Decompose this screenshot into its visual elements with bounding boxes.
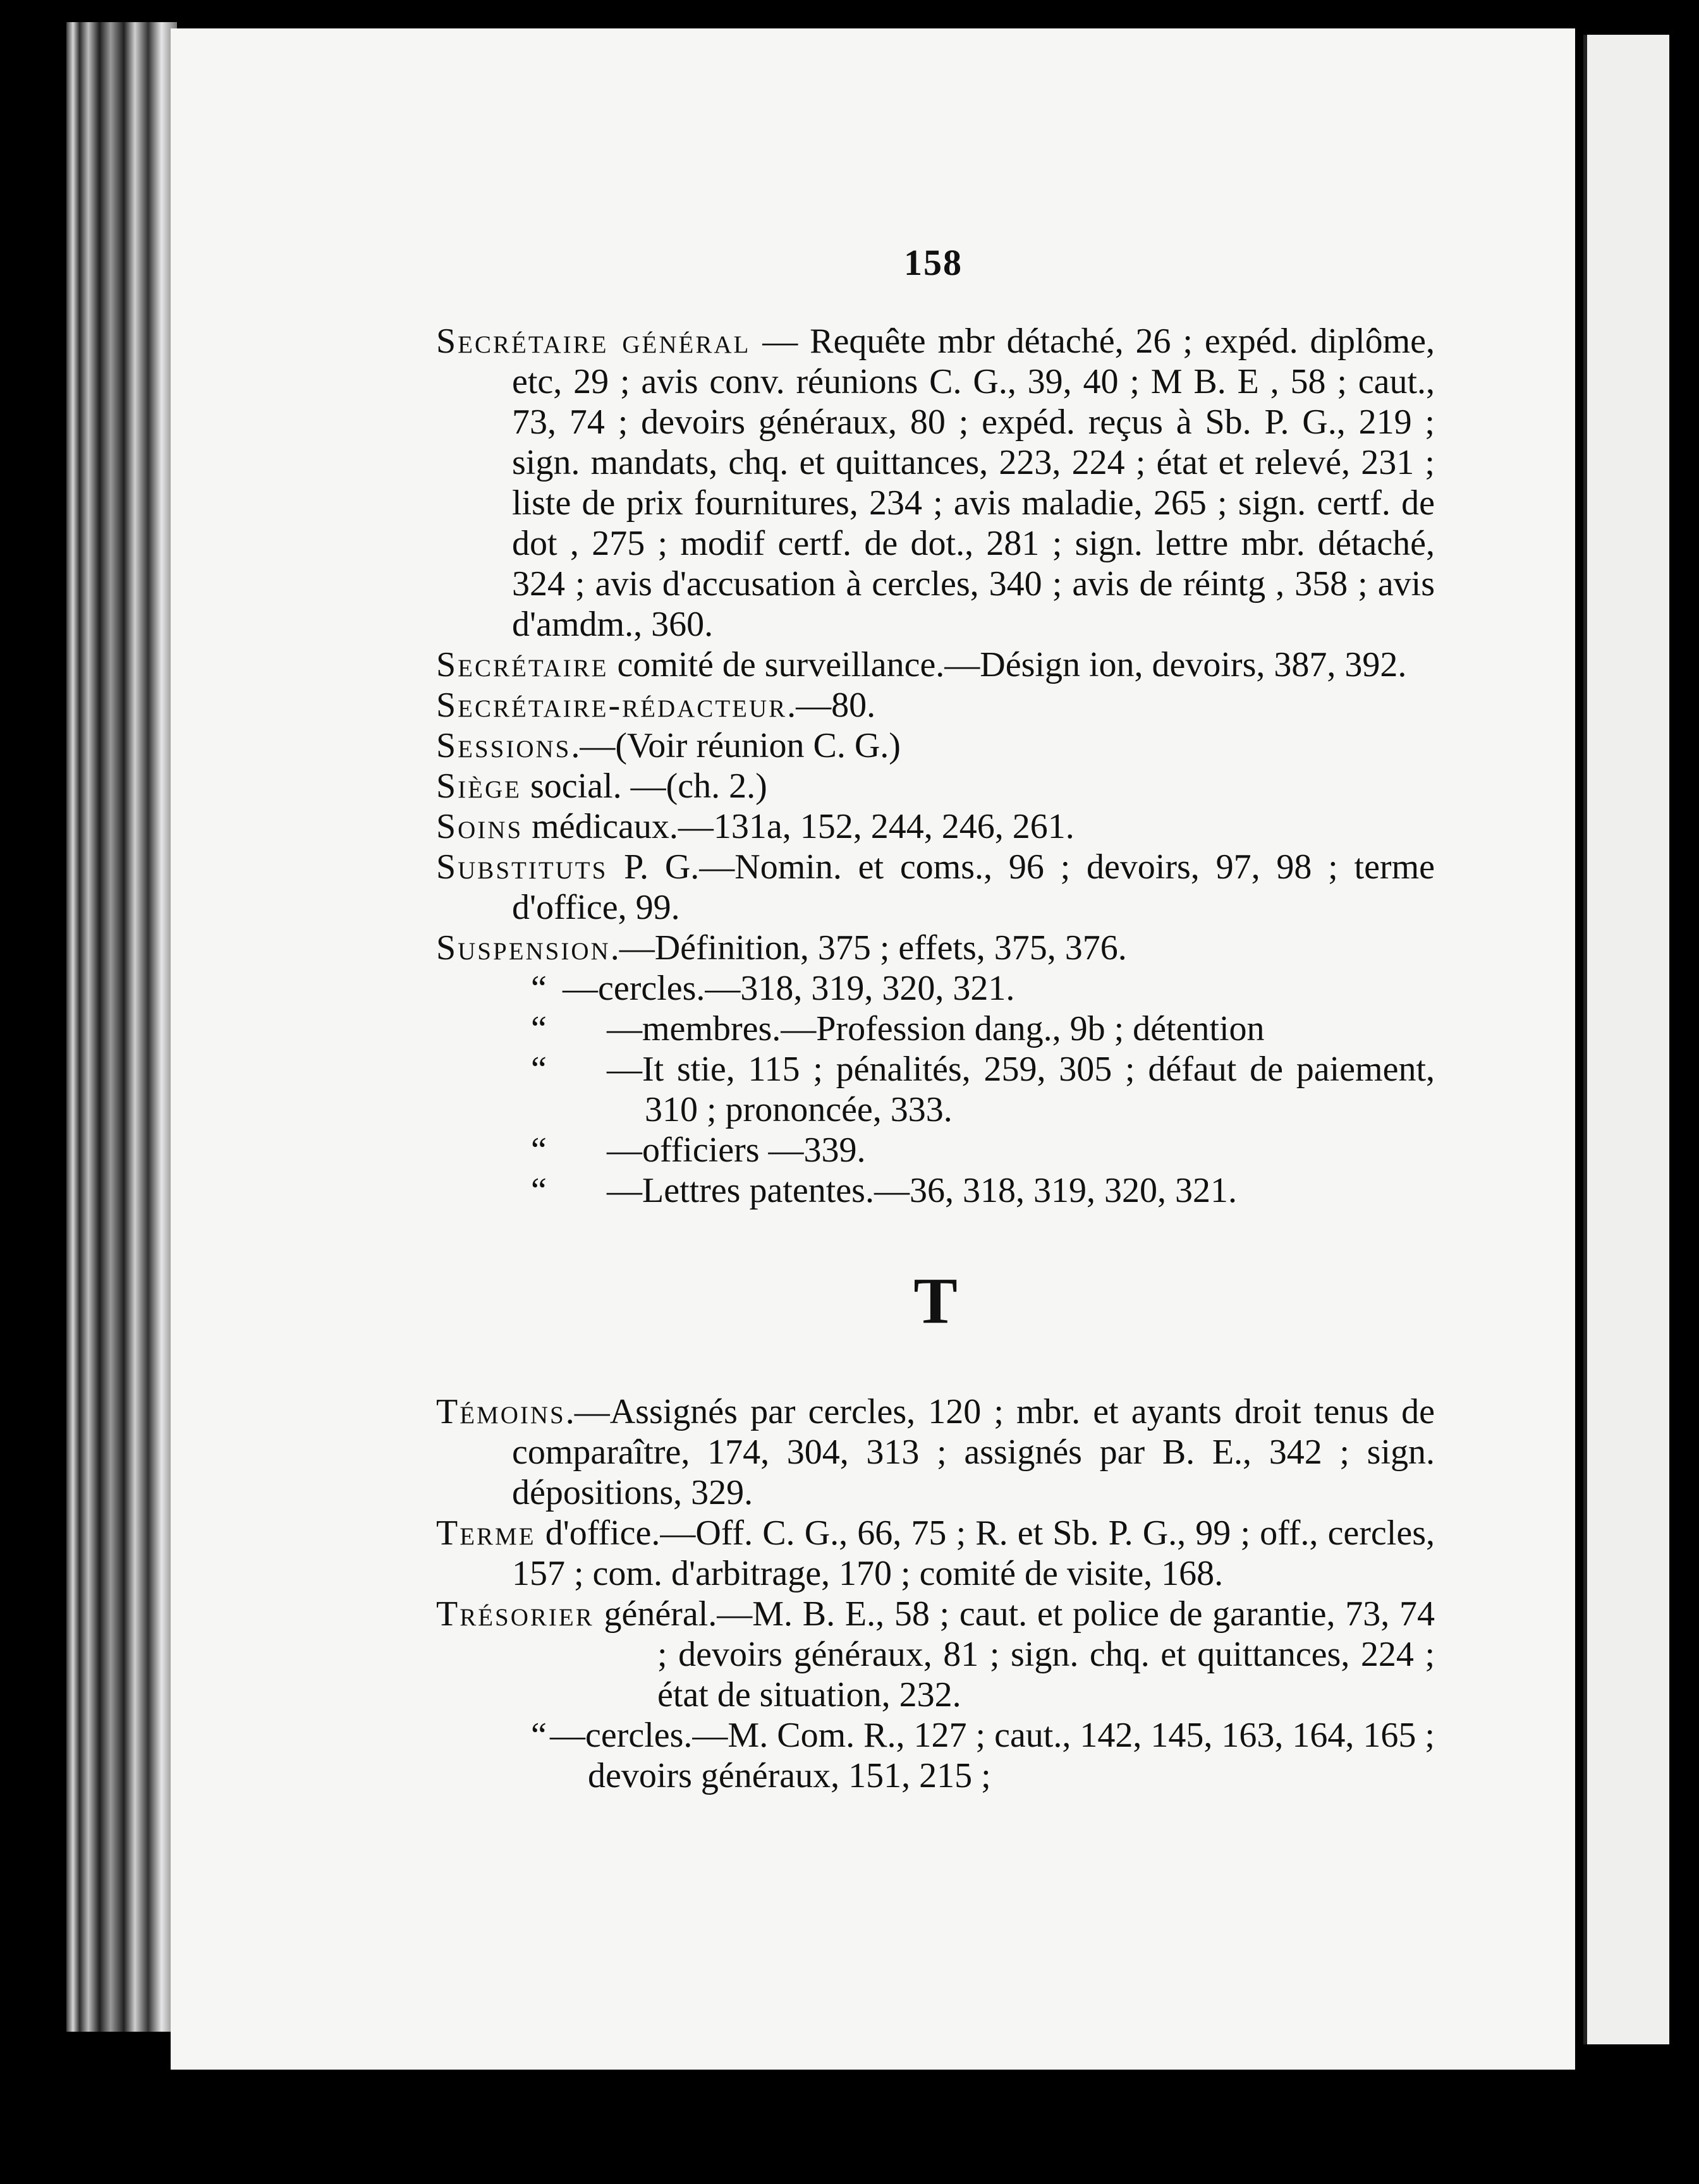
entry-text: .—80. xyxy=(787,686,876,725)
index-entry xyxy=(436,321,1435,645)
ditto-mark: “ xyxy=(531,1009,547,1048)
entry-head: Secrétaire xyxy=(436,645,609,684)
entry-head: Trésorier xyxy=(436,1594,594,1634)
index-entry xyxy=(436,645,1435,685)
entry-text: .—Assignés par cercles, 120 ; mbr. et ayants droit tenus de comparaître, 174, 304, 313 ; assignés par B. E., 342 ; sign. dépositions, 329. xyxy=(512,1392,1435,1512)
index-subentry xyxy=(436,968,1435,1009)
index-entry xyxy=(436,685,1435,725)
facing-page-edge xyxy=(1583,35,1669,2044)
entry-text: d'office.—Off. C. G., 66, 75 ; R. et Sb. P. G., 99 ; off., cercles, 157 ; com. d'arbitrage, 170 ; comité de visite, 168. xyxy=(512,1514,1435,1593)
subentry-text: —Lettres patentes.—36, 318, 319, 320, 321. xyxy=(607,1171,1237,1210)
ditto-mark: “ xyxy=(531,1171,547,1210)
index-entry xyxy=(436,928,1435,968)
subentry-text: —cercles.—318, 319, 320, 321. xyxy=(563,969,1015,1008)
entry-text: médicaux.—131a, 152, 244, 246, 261. xyxy=(523,807,1075,846)
entry-head: Suspension xyxy=(436,928,611,968)
entry-head: Secrétaire général xyxy=(436,322,751,361)
entry-head: Secrétaire-rédacteur xyxy=(436,686,788,725)
index-entry xyxy=(436,1513,1435,1594)
index-entry xyxy=(436,725,1435,766)
section-letter: T xyxy=(913,1265,958,1337)
book-edge xyxy=(66,22,177,2032)
subentry-text: —cercles.—M. Com. R., 127 ; caut., 142, 145, 163, 164, 165 ; devoirs généraux, 151, 215 ; xyxy=(550,1716,1435,1795)
index-subentry xyxy=(436,1009,1435,1049)
subentry-text: —officiers —339. xyxy=(607,1131,866,1170)
ditto-mark: “ xyxy=(531,1131,547,1170)
entry-head: Sessions xyxy=(436,726,571,765)
index-entry xyxy=(436,806,1435,847)
index-entry xyxy=(436,1594,1435,1715)
ditto-mark: “ xyxy=(531,969,547,1008)
index-subentry xyxy=(436,1130,1435,1170)
ditto-mark: “ xyxy=(531,1716,547,1755)
index-entry xyxy=(436,847,1435,928)
entry-text: — Requête mbr détaché, 26 ; expéd. diplôme, etc, 29 ; avis conv. réunions C. G., 39, 40 ; M B. E , 58 ; caut., 73, 74 ; devoirs généraux, 80 ; expéd. reçus à Sb. P. G., 219 ; sign. mandats, chq. et quittances, 223, 224 ; état et relevé, 231 ; liste de prix fournitures, 234 ; avis maladie, 265 ; sign. certf. de dot , 275 ; modif certf. de dot., 281 ; sign. lettre mbr. détaché, 324 ; avis d'accusation à cercles, 340 ; avis de réintg , 358 ; avis d'amdm., 360. xyxy=(512,322,1435,644)
entry-text: .—(Voir réunion C. G.) xyxy=(571,726,901,765)
entry-text: social. —(ch. 2.) xyxy=(521,767,767,806)
index-subentry xyxy=(436,1049,1435,1130)
index-column xyxy=(436,321,1435,1796)
entry-text: P. G.—Nomin. et coms., 96 ; devoirs, 97, 98 ; terme d'office, 99. xyxy=(512,847,1435,927)
entry-text: comité de surveillance.—Désign ion, devoirs, 387, 392. xyxy=(608,645,1407,684)
entry-head: Soins xyxy=(436,807,523,846)
entry-text: général.—M. B. E., 58 ; caut. et police de garantie, 73, 74 ; devoirs généraux, 81 ; sign. chq. et quittances, 224 ; état de situation, 232. xyxy=(594,1594,1435,1714)
ditto-mark: “ xyxy=(531,1050,547,1089)
index-subentry xyxy=(436,1715,1435,1796)
entry-text: .—Définition, 375 ; effets, 375, 376. xyxy=(610,928,1127,968)
subentry-text: —It stie, 115 ; pénalités, 259, 305 ; défaut de paiement, 310 ; prononcée, 333. xyxy=(607,1050,1435,1129)
entry-head: Siège xyxy=(436,767,521,806)
entry-head: Témoins xyxy=(436,1392,566,1431)
index-subentry xyxy=(436,1170,1435,1211)
index-entry xyxy=(436,766,1435,806)
page-number: 158 xyxy=(904,242,963,283)
entry-head: Substituts xyxy=(436,847,608,887)
entry-head: Terme xyxy=(436,1514,536,1553)
subentry-text: —membres.—Profession dang., 9b ; détention xyxy=(607,1009,1265,1048)
index-entry xyxy=(436,1392,1435,1513)
